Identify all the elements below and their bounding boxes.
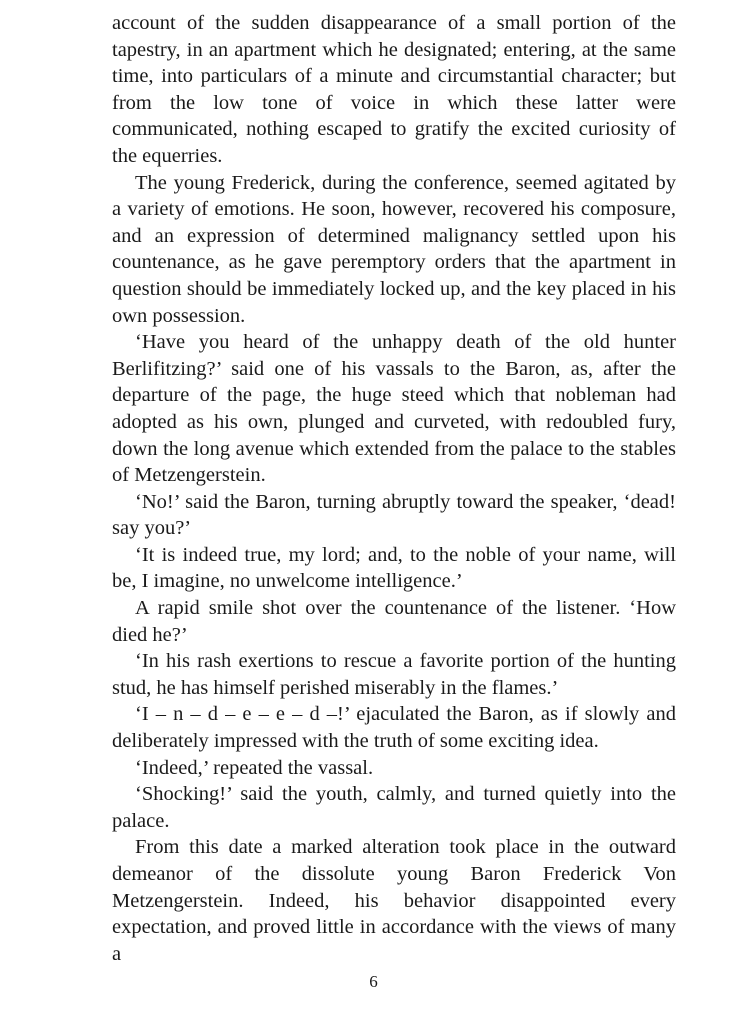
paragraph: ‘I – n – d – e – e – d –!’ ejaculated the Baron, as if slowly and deliberately impressed with the truth of some exciting idea. (112, 703, 676, 753)
paragraph: ‘Indeed,’ repeated the vassal. (135, 756, 374, 779)
paragraph: From this date a marked alteration took place in the outward demeanor of the dissolute young Baron Frederick Von Metzengerstein. Indeed, his behavior disappointed every expectation, and proved little in accordance with the views of many a (112, 836, 676, 965)
body-text (112, 10, 676, 967)
paragraph: The young Frederick, during the conference, seemed agitated by a variety of emotions. He soon, however, recovered his composure, and an expression of determined malignancy settled upon his countenance, as he gave peremptory orders that the apartment in question should be immediately locked up, and the key placed in his own possession. (112, 171, 676, 327)
paragraph: ‘Have you heard of the unhappy death of the old hunter Berlifitzing?’ said one of his vassals to the Baron, as, after the departure of the page, the huge steed which that nobleman had adopted as his own, plunged and curveted, with redoubled fury, down the long avenue which extended from the palace to the stables of Metzengerstein. (112, 331, 676, 487)
paragraph: ‘In his rash exertions to rescue a favorite portion of the hunting stud, he has himself perished miserably in the flames.’ (112, 650, 676, 699)
paragraph: A rapid smile shot over the countenance of the listener. ‘How died he?’ (112, 597, 676, 646)
page-number: 6 (369, 972, 378, 991)
paragraph: ‘It is indeed true, my lord; and, to the noble of your name, will be, I imagine, no unwelcome intelligence.’ (112, 543, 676, 593)
paragraph: ‘No!’ said the Baron, turning abruptly toward the speaker, ‘dead! say you?’ (112, 490, 676, 540)
paragraph-continued: account of the sudden disappearance of a small portion of the tapestry, in an apartment which he designated; entering, at the same time, into particulars of a minute and circumstantial character; but from the low tone of voice in which these latter were communicated, nothing escaped to gratify the excited curiosity of the equerries. (112, 12, 676, 167)
paragraph: ‘Shocking!’ said the youth, calmly, and turned quietly into the palace. (112, 783, 676, 832)
